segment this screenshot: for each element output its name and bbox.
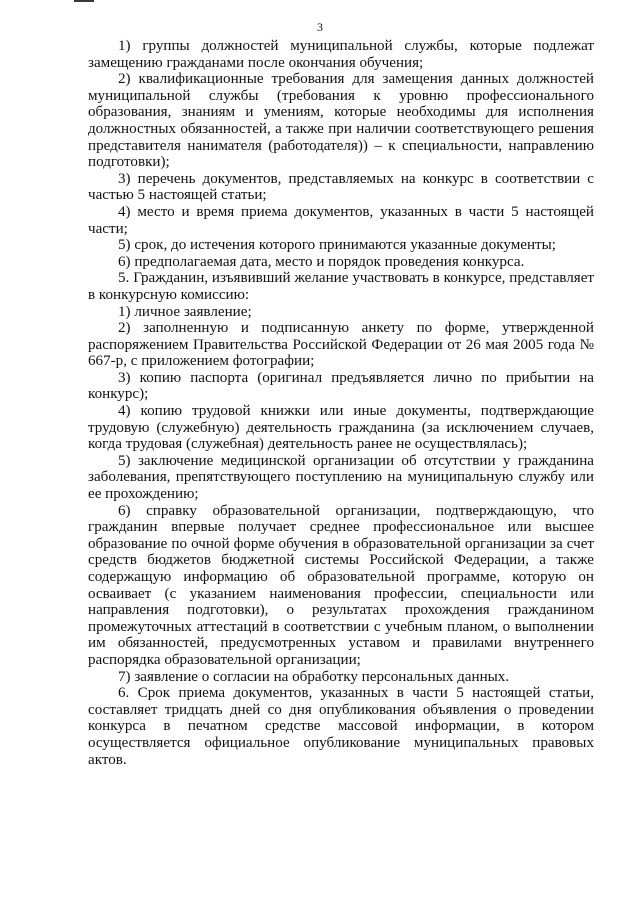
paragraph-doc-3-passport: 3) копию паспорта (оригинал предъявляется лично по прибытии на конкурс); bbox=[88, 369, 594, 403]
paragraph-doc-2-questionnaire: 2) заполненную и подписанную анкету по форме, утвержденной распоряжением Правительства Российской Федерации от 26 мая 2005 года № 667-р, с приложением фотографии; bbox=[88, 320, 594, 370]
paragraph-item-3-document-list: 3) перечень документов, представляемых на конкурс в соответствии с частью 5 настоящей статьи; bbox=[88, 170, 594, 204]
page-number: 3 bbox=[317, 20, 323, 34]
scan-corner-mark bbox=[74, 0, 94, 2]
paragraph-doc-7-data-consent: 7) заявление о согласии на обработку персональных данных. bbox=[118, 668, 510, 685]
paragraph-item-1-job-groups: 1) группы должностей муниципальной службы, которые подлежат замещению гражданами после окончания обучения; bbox=[88, 38, 594, 71]
paragraph-item-5-deadline: 5) срок, до истечения которого принимаются указанные документы; bbox=[118, 237, 556, 254]
paragraph-doc-6-education-certificate: 6) справку образовательной организации, подтверждающую, что гражданин впервые получает среднее профессиональное или высшее образование по очной форме обучения в образовательной организации за счет средств бюджетов бюджетной системы Российской Федерации, а также содержащую информацию об образовательной программе, которую он осваивает (с указанием наименования профессии, специальности или направления подготовки), о результатах прохождения гражданином промежуточных аттестаций в соответствии с учебным планом, о выполнении им обязанностей, предусмотренных уставом и правилами внутреннего распорядка образовательной организации; bbox=[88, 502, 594, 668]
paragraph-item-6-contest-date: 6) предполагаемая дата, место и порядок проведения конкурса. bbox=[118, 253, 525, 270]
paragraph-doc-4-work-record: 4) копию трудовой книжки или иные документы, подтверждающие трудовую (служебную) деятельность гражданина (за исключением случаев, когда трудовая (служебная) деятельность ранее не осуществлялась); bbox=[88, 403, 594, 453]
document-body bbox=[88, 38, 594, 768]
paragraph-doc-1-application: 1) личное заявление; bbox=[118, 303, 252, 320]
paragraph-item-2-qualification-requirements: 2) квалификационные требования для замещения данных должностей муниципальной службы (требования к уровню профессионального образования, знаниям и умениям, которые необходимы для исполнения должностных обязанностей, а также при наличии соответствующего решения представителя нанимателя (работодателя)) – к специальности, направлению подготовки); bbox=[88, 71, 594, 171]
paragraph-section-6-term: 6. Срок приема документов, указанных в части 5 настоящей статьи, составляет тридцать дней со дня опубликования объявления о проведении конкурса в печатном средстве массовой информации, в котором осуществляется официальное опубликование муниципальных правовых актов. bbox=[88, 685, 594, 768]
paragraph-section-5-intro: 5. Гражданин, изъявивший желание участвовать в конкурсе, представляет в конкурсную комиссию: bbox=[88, 270, 594, 303]
paragraph-doc-5-medical: 5) заключение медицинской организации об отсутствии у гражданина заболевания, препятствующего поступлению на муниципальную службу или ее прохождению; bbox=[88, 452, 594, 503]
paragraph-item-4-place-and-time: 4) место и время приема документов, указанных в части 5 настоящей части; bbox=[88, 203, 594, 237]
